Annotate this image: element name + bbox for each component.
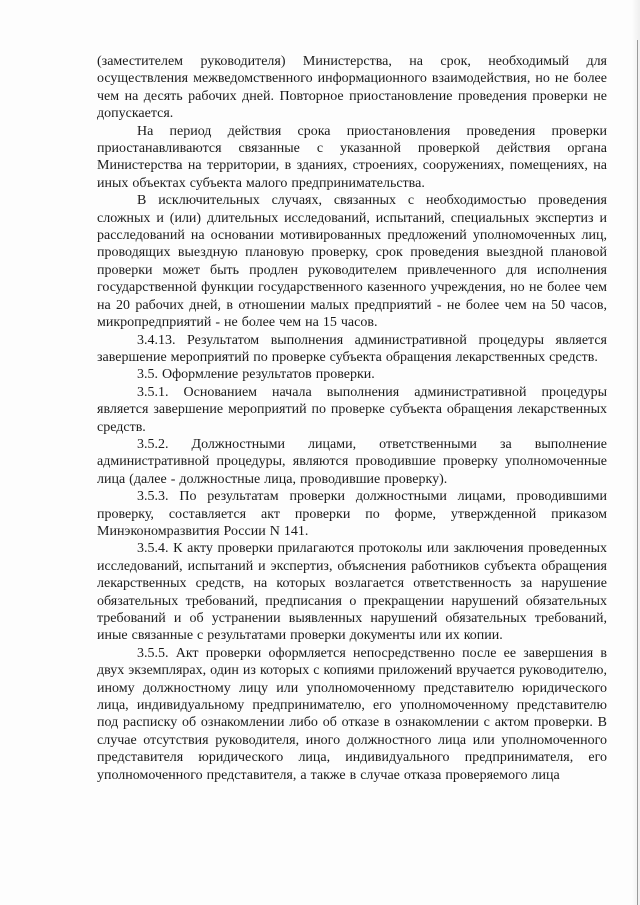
paragraph-3-5-4: 3.5.4. К акту проверки прилагаются протоколы или заключения проведенных исследований, испытаний и экспертиз, объяснения работников субъекта обращения лекарственных средств, на которых возлагается ответственность за нарушение обязательных требований, предписания о прекращении нарушений обязательных требований и об устранении выявленных нарушений обязательных требований, иные связанные с результатами проверки документы или их копии.	[97, 541, 607, 644]
paragraph-3-5-5: 3.5.5. Акт проверки оформляется непосредственно после ее завершения в двух экземплярах, один из которых с копиями приложений вручается руководителю, иному должностному лицу или уполномоченному представителю юридического лица, индивидуальному предпринимателю, его уполномоченному представителю под расписку об ознакомлении либо об отказе в ознакомлении с актом проверки. В случае отсутствия руководителя, иного должностного лица или уполномоченного представителя юридического лица, индивидуального предпринимателя, его уполномоченного представителя, а также в случае отказа проверяемого лица	[97, 645, 607, 783]
scan-edge-shadow	[632, 0, 640, 905]
document-body	[97, 53, 607, 784]
scan-edge-line	[637, 40, 638, 905]
section-heading-3-5: 3.5. Оформление результатов проверки.	[137, 367, 375, 383]
paragraph-3-5-1: 3.5.1. Основанием начала выполнения административной процедуры является завершение мероприятий по проверке субъекта обращения лекарственных средств.	[97, 384, 607, 435]
paragraph-suspension-term: (заместителем руководителя) Министерства, на срок, необходимый для осуществления межведомственного информационного взаимодействия, но не более чем на десять рабочих дней. Повторное приостановление проведения проверки не допускается.	[97, 54, 607, 122]
paragraph-3-5-3: 3.5.3. По результатам проверки должностными лицами, проводившими проверку, составляется акт проверки по форме, утвержденной приказом Минэкономразвития России N 141.	[97, 489, 607, 539]
paragraph-exceptional-cases: В исключительных случаях, связанных с необходимостью проведения сложных и (или) длительных исследований, испытаний, специальных экспертиз и расследований на основании мотивированных предложений уполномоченных лиц, проводящих выездную плановую проверку, срок проведения выездной плановой проверки может быть продлен руководителем привлеченного для исполнения государственной функции государственного казенного учреждения, но не более чем на 20 рабочих дней, в отношении малых предприятий - не более чем на 50 часов, микропредприятий - не более чем на 15 часов.	[97, 193, 607, 331]
paragraph-3-4-13: 3.4.13. Результатом выполнения административной процедуры является завершение мероприятий по проверке субъекта обращения лекарственных средств.	[97, 332, 607, 365]
paragraph-suspension-period: На период действия срока приостановления проведения проверки приостанавливаются связанные с указанной проверкой действия органа Министерства на территории, в зданиях, строениях, сооружениях, помещениях, на иных объектах субъекта малого предпринимательства.	[97, 123, 607, 191]
paragraph-3-5-2: 3.5.2. Должностными лицами, ответственными за выполнение административной процедуры, являются проводившие проверку уполномоченные лица (далее - должностные лица, проводившие проверку).	[97, 436, 607, 487]
